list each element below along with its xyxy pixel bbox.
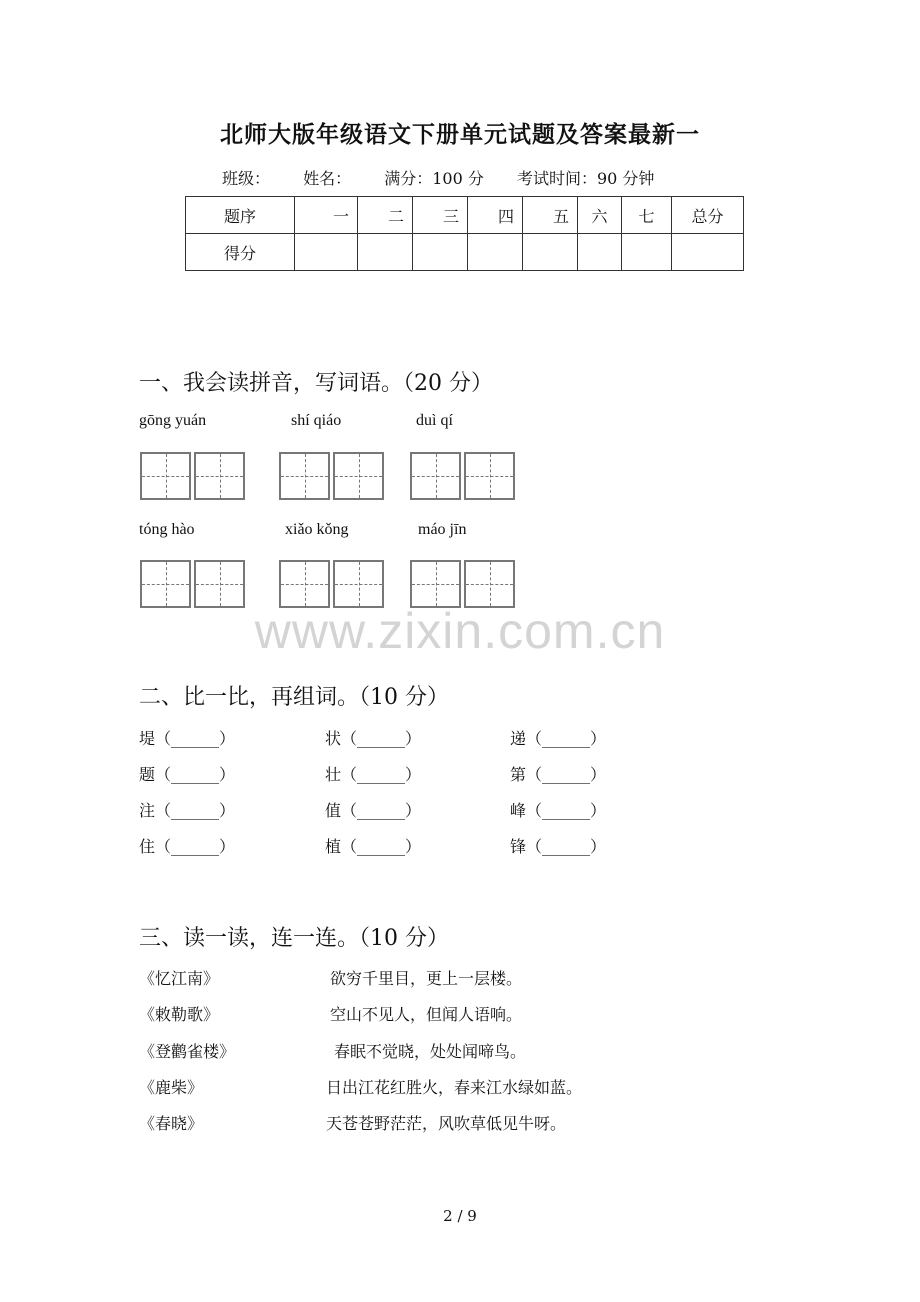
word-pair-item: 第（______） [510,765,607,784]
exam-time-label: 考试时间：90 分钟 [516,169,655,188]
word-pair-item: 堤（______） [139,729,236,748]
pinyin-label: xiǎo kǒng [285,521,349,538]
word-pair-item: 住（______） [139,837,236,856]
header-cell: 一 [295,197,358,234]
poem-title: 《春晓》 [139,1114,204,1133]
writing-cell[interactable] [194,560,245,608]
score-table-header-row [186,197,744,234]
header-cell: 二 [358,197,413,234]
writing-grid[interactable] [279,452,387,500]
poem-line: 天苍苍野茫茫，风吹草低见牛呀。 [326,1114,567,1133]
writing-cell[interactable] [410,452,461,500]
header-cell: 四 [468,197,523,234]
poem-line: 春眠不觉晓，处处闻啼鸟。 [334,1042,527,1061]
score-cell[interactable] [622,234,672,271]
header-cell: 三 [413,197,468,234]
writing-cell[interactable] [194,452,245,500]
score-cell[interactable] [523,234,578,271]
page-number: 2 / 9 [443,1207,477,1225]
score-cell[interactable] [672,234,744,271]
word-pair-item: 题（______） [139,765,236,784]
page-title: 北师大版年级语文下册单元试题及答案最新一 [220,121,700,148]
writing-cell[interactable] [140,452,191,500]
writing-cell[interactable] [410,560,461,608]
score-cell[interactable] [578,234,622,271]
writing-cell[interactable] [333,560,384,608]
word-pair-item: 壮（______） [325,765,422,784]
full-score-label: 满分：100 分 [384,169,484,188]
poem-line: 日出江花红胜火，春来江水绿如蓝。 [326,1078,583,1097]
name-label: 姓名： [303,169,352,188]
score-row-label: 得分 [186,234,295,271]
pinyin-label: duì qí [416,412,453,429]
section3-heading: 三、读一读，连一连。（10 分） [139,926,449,951]
word-pair-item: 峰（______） [510,801,607,820]
header-cell: 六 [578,197,622,234]
header-cell: 七 [622,197,672,234]
writing-cell[interactable] [464,452,515,500]
score-cell[interactable] [413,234,468,271]
writing-grid[interactable] [410,452,518,500]
writing-grid[interactable] [140,452,248,500]
pinyin-label: gōng yuán [139,412,207,429]
writing-grid[interactable] [279,560,387,608]
poem-title: 《敕勒歌》 [139,1005,220,1024]
section2-heading: 二、比一比，再组词。（10 分） [139,685,449,710]
score-cell[interactable] [468,234,523,271]
header-cell: 五 [523,197,578,234]
poem-line: 空山不见人，但闻人语响。 [330,1005,523,1024]
writing-cell[interactable] [140,560,191,608]
writing-grid[interactable] [410,560,518,608]
poem-title: 《忆江南》 [139,969,220,988]
score-table [185,196,744,271]
writing-cell[interactable] [279,452,330,500]
poem-title: 《登鹳雀楼》 [139,1042,236,1061]
score-table-score-row [186,234,744,271]
pinyin-label: tóng hào [139,521,195,538]
writing-cell[interactable] [333,452,384,500]
score-cell[interactable] [295,234,358,271]
poem-line: 欲穷千里目，更上一层楼。 [330,969,523,988]
word-pair-item: 值（______） [325,801,422,820]
header-cell: 总分 [672,197,744,234]
pinyin-label: máo jīn [418,521,467,538]
writing-grid[interactable] [140,560,248,608]
pinyin-label: shí qiáo [291,412,342,429]
section1-heading: 一、我会读拼音，写词语。（20 分） [139,371,493,396]
word-pair-item: 递（______） [510,729,607,748]
class-label: 班级： [222,169,271,188]
poem-title: 《鹿柴》 [139,1078,204,1097]
exam-info [222,166,682,189]
word-pair-item: 锋（______） [510,837,607,856]
writing-cell[interactable] [464,560,515,608]
score-cell[interactable] [358,234,413,271]
word-pair-item: 植（______） [325,837,422,856]
word-pair-item: 状（______） [325,729,422,748]
header-cell: 题序 [186,197,295,234]
watermark: www.zixin.com.cn [254,603,666,659]
writing-cell[interactable] [279,560,330,608]
word-pair-item: 注（______） [139,801,236,820]
